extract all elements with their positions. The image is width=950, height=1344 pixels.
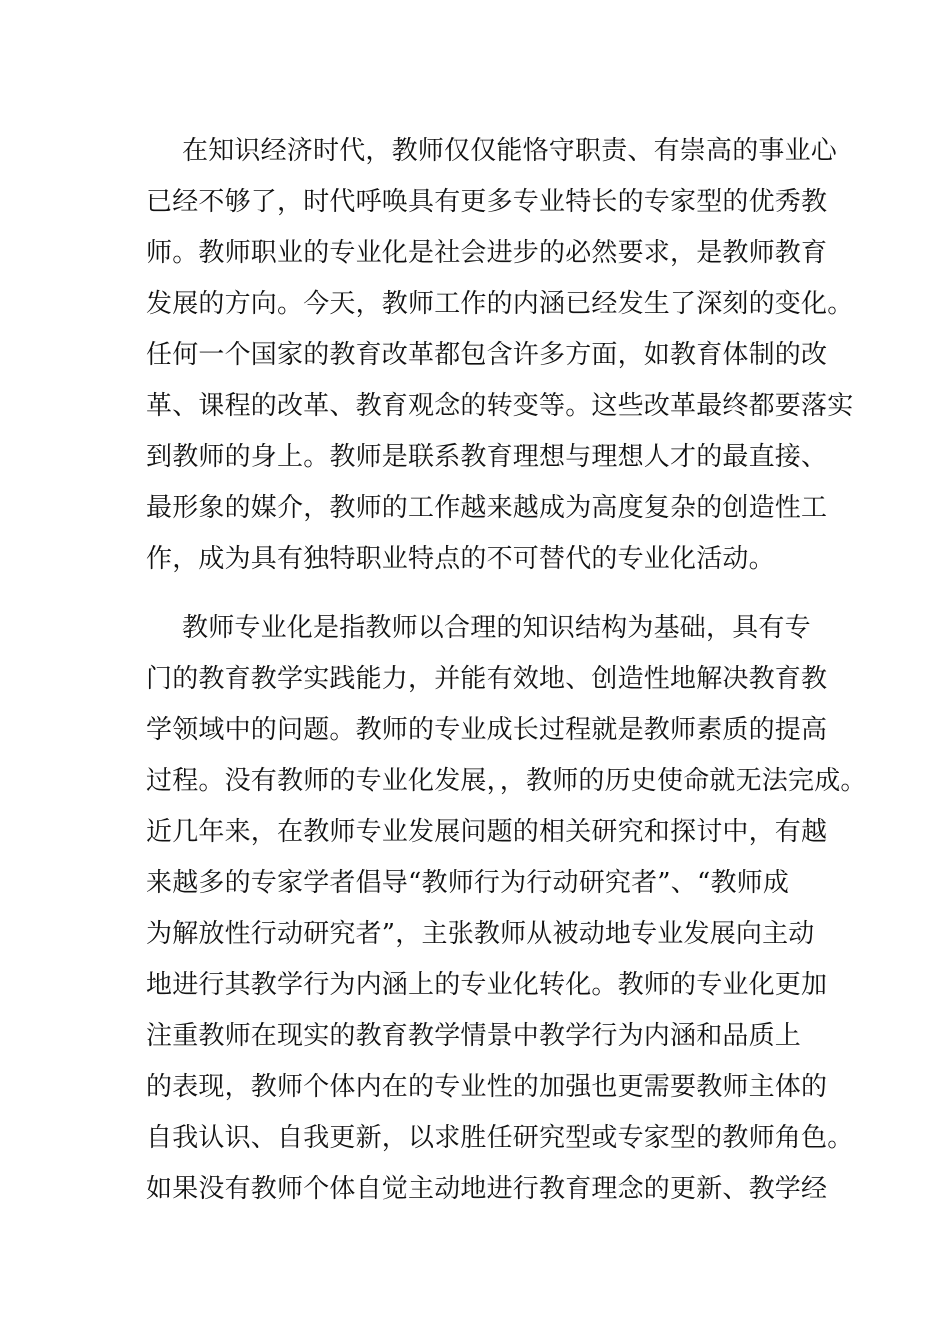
text-line: 如果没有教师个体自觉主动地进行教育理念的更新、教学经 — [146, 1174, 828, 1204]
text-line: 师。教师职业的专业化是社会进步的必然要求，是教师教育 — [146, 238, 828, 268]
text-line: 作，成为具有独特职业特点的不可替代的专业化活动。 — [146, 544, 775, 574]
text-line: 到教师的身上。教师是联系教育理想与理想人才的最直接、 — [146, 442, 828, 472]
text-line: 学领域中的问题。教师的专业成长过程就是教师素质的提高 — [146, 715, 828, 745]
paragraph-teacher-professionalization-context — [146, 126, 854, 585]
text-line: 发展的方向。今天，教师工作的内涵已经发生了深刻的变化。 — [146, 289, 854, 319]
text-line: 为解放性行动研究者”，主张教师从被动地专业发展向主动 — [146, 919, 815, 949]
text-line: 的表现，教师个体内在的专业性的加强也更需要教师主体的 — [146, 1072, 828, 1102]
text-line: 最形象的媒介，教师的工作越来越成为高度复杂的创造性工 — [146, 493, 828, 523]
text-line: 来越多的专家学者倡导“教师行为行动研究者”、“教师成 — [146, 868, 790, 898]
text-line: 自我认识、自我更新，以求胜任研究型或专家型的教师角色。 — [146, 1123, 854, 1153]
text-line: 注重教师在现实的教育教学情景中教学行为内涵和品质上 — [146, 1021, 802, 1051]
text-line: 门的教育教学实践能力，并能有效地、创造性地解决教育教 — [146, 664, 828, 694]
text-line: 教师专业化是指教师以合理的知识结构为基础，具有专 — [182, 613, 811, 643]
text-line: 地进行其教学行为内涵上的专业化转化。教师的专业化更加 — [146, 970, 828, 1000]
text-line: 近几年来，在教师专业发展问题的相关研究和探讨中，有越 — [146, 817, 828, 847]
paragraph-teacher-professionalization-definition — [146, 603, 867, 1215]
text-line: 已经不够了，时代呼唤具有更多专业特长的专家型的优秀教 — [146, 187, 828, 217]
text-line: 在知识经济时代，教师仅仅能恪守职责、有崇高的事业心 — [182, 136, 838, 166]
text-line: 任何一个国家的教育改革都包含许多方面，如教育体制的改 — [146, 340, 828, 370]
text-line: 革、课程的改革、教育观念的转变等。这些改革最终都要落实 — [146, 391, 854, 421]
text-line: 过程。没有教师的专业化发展，，教师的历史使命就无法完成。 — [146, 766, 867, 796]
